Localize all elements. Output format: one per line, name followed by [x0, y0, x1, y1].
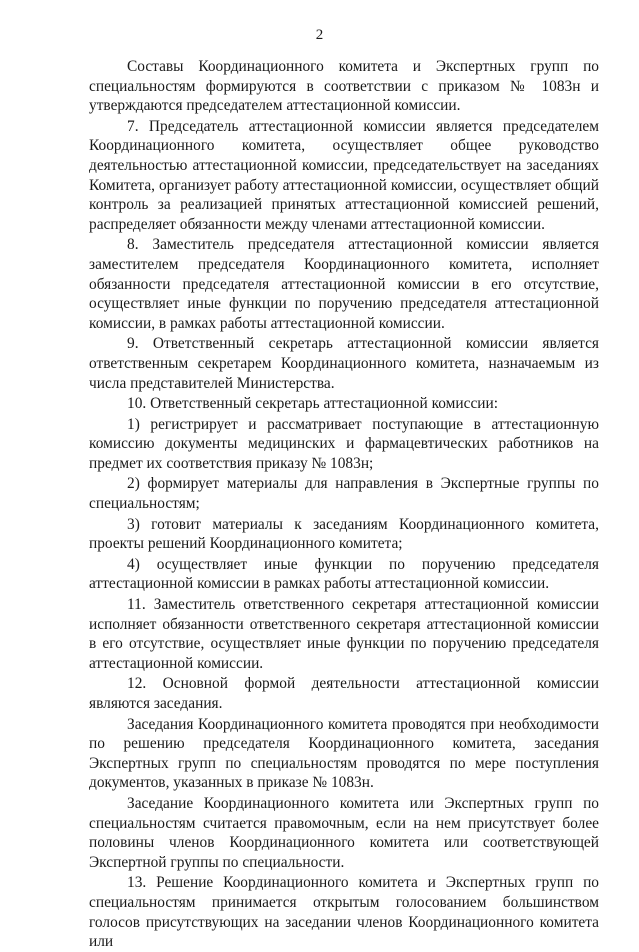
paragraph-composition: Составы Координационного комитета и Экспертных групп по специальностям формируются в соответствии с приказом № 1083н и утверждаются председателем аттестационной комиссии.: [89, 58, 599, 115]
document-body: [89, 57, 599, 952]
paragraph-item-8-deputy-chairman: 8. Заместитель председателя аттестационной комиссии является заместителем председателя Координационного комитета, исполняет обязанности председателя аттестационной комиссии в его отсутствие, осуществляет иные функции по поручению председателя аттестационной комиссии, в рамках работы аттестационной комиссии.: [89, 236, 599, 332]
paragraph-item-11-deputy-secretary: 11. Заместитель ответственного секретаря аттестационной комиссии исполняет обязанности ответственного секретаря аттестационной комиссии в его отсутствие, осуществляет иные функции по поручению председателя аттестационной комиссии.: [89, 596, 599, 672]
paragraph-item-7-chairman: 7. Председатель аттестационной комиссии является председателем Координационного комитета, осуществляет общее руководство деятельностью аттестационной комиссии, председательствует на заседаниях Комитета, организует работу аттестационной комиссии, осуществляет общий контроль за реализацией принятых аттестационной комиссией решений, распределяет обязанности между членами аттестационной комиссии.: [89, 117, 599, 233]
paragraph-item-10-secretary-duties: 10. Ответственный секретарь аттестационной комиссии:: [127, 395, 499, 413]
page-number: 2: [315, 27, 324, 43]
paragraph-subitem-2: 2) формирует материалы для направления в Экспертные группы по специальностям;: [89, 475, 599, 513]
paragraph-meeting-schedule: Заседания Координационного комитета проводятся при необходимости по решению председателя Координационного комитета, заседания Экспертных групп по специальностям проводятся по мере поступления документов, указанных в приказе № 1083н.: [89, 715, 599, 792]
paragraph-subitem-3: 3) готовит материалы к заседаниям Координационного комитета, проекты решений Координационного комитета;: [89, 515, 599, 553]
paragraph-subitem-1: 1) регистрирует и рассматривает поступающие в аттестационную комиссию документы медицинских и фармацевтических работников на предмет их соответствия приказу № 1083н;: [89, 415, 599, 472]
paragraph-quorum: Заседание Координационного комитета или Экспертных групп по специальностям считается правомочным, если на нем присутствует более половины членов Координационного комитета или соответствующей Экспертной группы по специальности.: [89, 794, 599, 871]
paragraph-item-12-meetings: 12. Основной формой деятельности аттестационной комиссии являются заседания.: [89, 675, 599, 712]
paragraph-subitem-4: 4) осуществляет иные функции по поручению председателя аттестационной комиссии в рамках работы аттестационной комиссии.: [89, 555, 599, 593]
paragraph-item-13-decisions: 13. Решение Координационного комитета и Экспертных групп по специальностям принимается открытым голосованием большинством голосов присутствующих на заседании членов Координационного комитета или: [89, 874, 599, 951]
paragraph-item-9-secretary: 9. Ответственный секретарь аттестационной комиссии является ответственным секретарем Координационного комитета, назначаемым из числа представителей Министерства.: [89, 335, 599, 392]
